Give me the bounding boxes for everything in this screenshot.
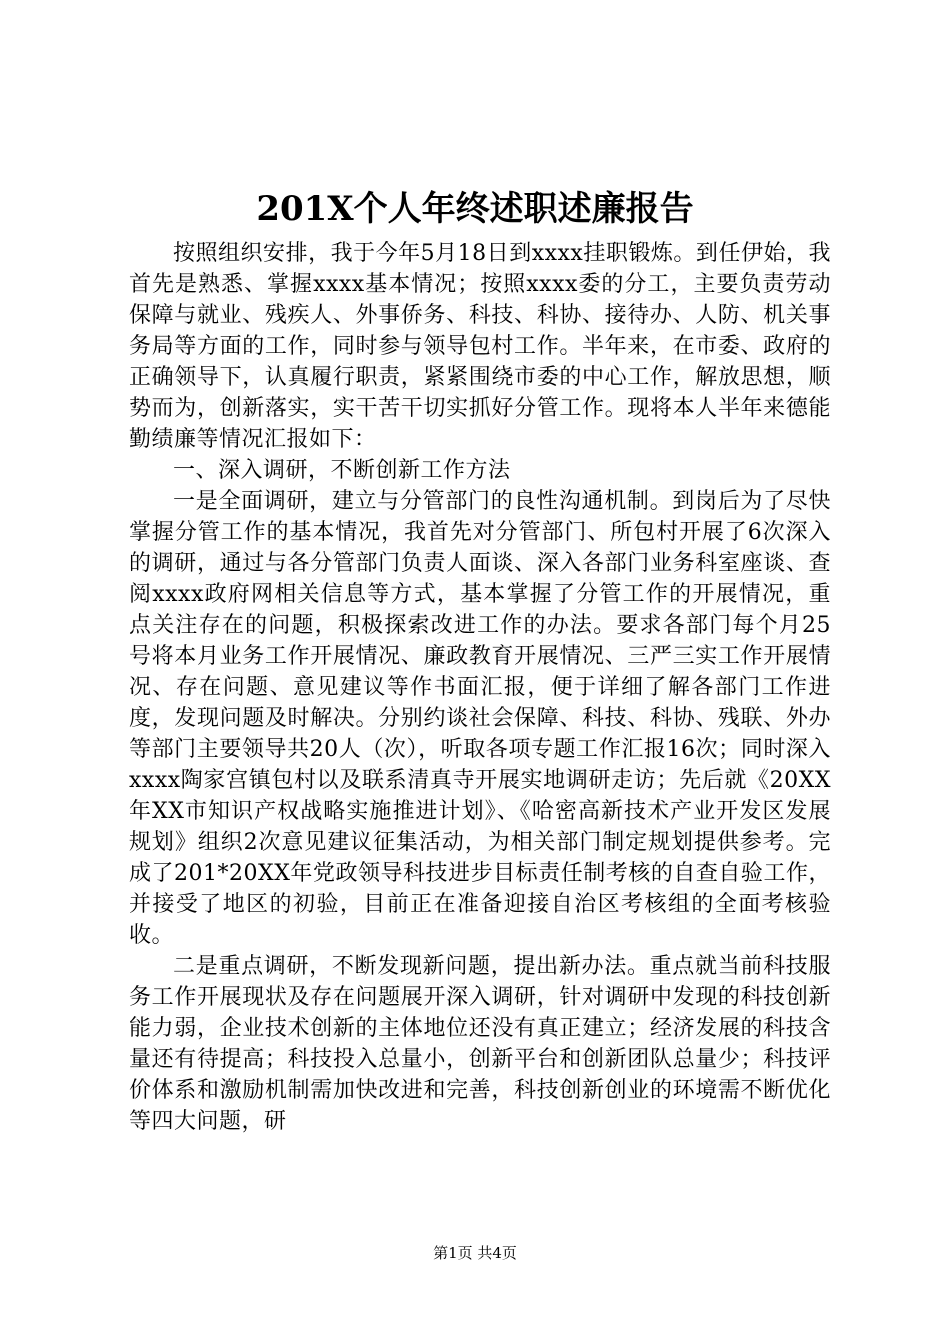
paragraph-intro: 按照组织安排，我于今年5月18日到xxxx挂职锻炼。到任伊始，我首先是熟悉、掌握xxxx基本情况；按照xxxx委的分工，主要负责劳动保障与就业、残疾人、外事侨务、科技、科协、接待办、人防、机关事务局等方面的工作，同时参与领导包村工作。半年来，在市委、政府的正确领导下，认真履行职责，紧紧围绕市委的中心工作，解放思想，顺势而为，创新落实，实干苦干切实抓好分管工作。现将本人半年来德能勤绩廉等情况汇报如下： (129, 241, 831, 452)
paragraph-key-research: 二是重点调研，不断发现新问题，提出新办法。重点就当前科技服务工作开展现状及存在问题展开深入调研，针对调研中发现的科技创新能力弱，企业技术创新的主体地位还没有真正建立；经济发展的科技含量还有待提高；科技投入总量小，创新平台和创新团队总量少；科技评价体系和激励机制需加快改进和完善，科技创新创业的环境需不断优化等四大问题，研 (129, 954, 831, 1134)
page-footer: 第1页 共4页 (433, 1244, 517, 1262)
paragraph-comprehensive-research: 一是全面调研，建立与分管部门的良性沟通机制。到岗后为了尽快掌握分管工作的基本情况，我首先对分管部门、所包村开展了6次深入的调研，通过与各分管部门负责人面谈、深入各部门业务科室座谈、查阅xxxx政府网相关信息等方式，基本掌握了分管工作的开展情况，重点关注存在的问题，积极探索改进工作的办法。要求各部门每个月25号将本月业务工作开展情况、廉政教育开展情况、三严三实工作开展情况、存在问题、意见建议等作书面汇报，便于详细了解各部门工作进度，发现问题及时解决。分别约谈社会保障、科技、科协、残联、外办等部门主要领导共20人（次），听取各项专题工作汇报16次；同时深入xxxx陶家宫镇包村以及联系清真寺开展实地调研走访；先后就《20XX年XX市知识产权战略实施推进计划》、《哈密高新技术产业开发区发展规划》组织2次意见建议征集活动，为相关部门制定规划提供参考。完成了201*20XX年党政领导科技进步目标责任制考核的自查自验工作，并接受了地区的初验，目前正在准备迎接自治区考核组的全面考核验收。 (129, 489, 831, 948)
document-body (129, 238, 831, 1137)
document-title: 201X个人年终述职述廉报告 (256, 189, 694, 229)
section-heading-1: 一、深入调研，不断创新工作方法 (173, 458, 511, 483)
